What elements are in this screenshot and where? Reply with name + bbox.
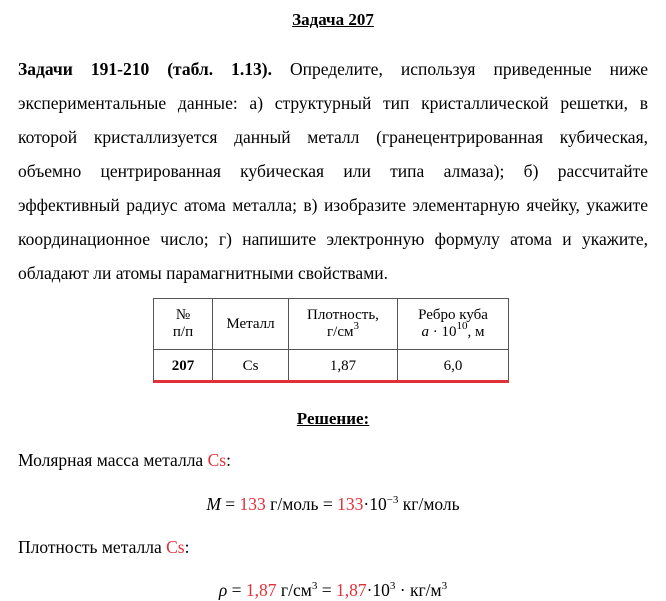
density-label: Плотность металла Cs:	[18, 537, 190, 557]
metal-symbol: Cs	[166, 537, 185, 557]
cell-metal: Cs	[213, 350, 289, 383]
problem-title: Задача 207	[292, 10, 374, 29]
problem-statement	[18, 52, 648, 290]
solution-title: Решение:	[296, 409, 370, 428]
cell-number: 207	[154, 350, 213, 383]
molar-mass-formula: M = 133 г/моль = $133\cdot 10^{-3}$ кг/моль	[206, 494, 460, 514]
table-row	[154, 350, 509, 383]
problem-text: Определите, используя приведенные ниже экспериментальные данные: а) структурный тип кристаллической решетки, в которой кристаллизуется данный металл (гранецентрированная кубическая, объемно центрированная кубическая или типа алмаза); б) рассчитайте эффективный радиус атома металла; в) изобразите элементарную ячейку, укажите координационное число; г) напишите электронную формулу атома и укажите, обладают ли атомы парамагнитными свойствами.	[18, 59, 648, 283]
header-density: Плотность, $г/см^3$	[289, 299, 398, 350]
header-metal: Металл	[213, 299, 289, 350]
density-formula: ρ = 1,87 $г/см^3 = 1,87\cdot 10^3 \cdot кг/м^3$	[218, 580, 448, 600]
data-table	[153, 298, 509, 383]
molar-mass-label: Молярная масса металла Cs:	[18, 450, 231, 470]
table-underline	[153, 380, 509, 383]
cell-edge: 6,0	[398, 350, 509, 383]
header-number: № п/п	[154, 299, 213, 350]
problem-range-label: Задачи 191-210 (табл. 1.13).	[18, 59, 272, 79]
cell-density: 1,87	[289, 350, 398, 383]
metal-symbol: Cs	[207, 450, 227, 470]
header-edge: Ребро куба $a \cdot 10^{10}$, м	[398, 299, 509, 350]
table-header-row	[154, 299, 509, 350]
